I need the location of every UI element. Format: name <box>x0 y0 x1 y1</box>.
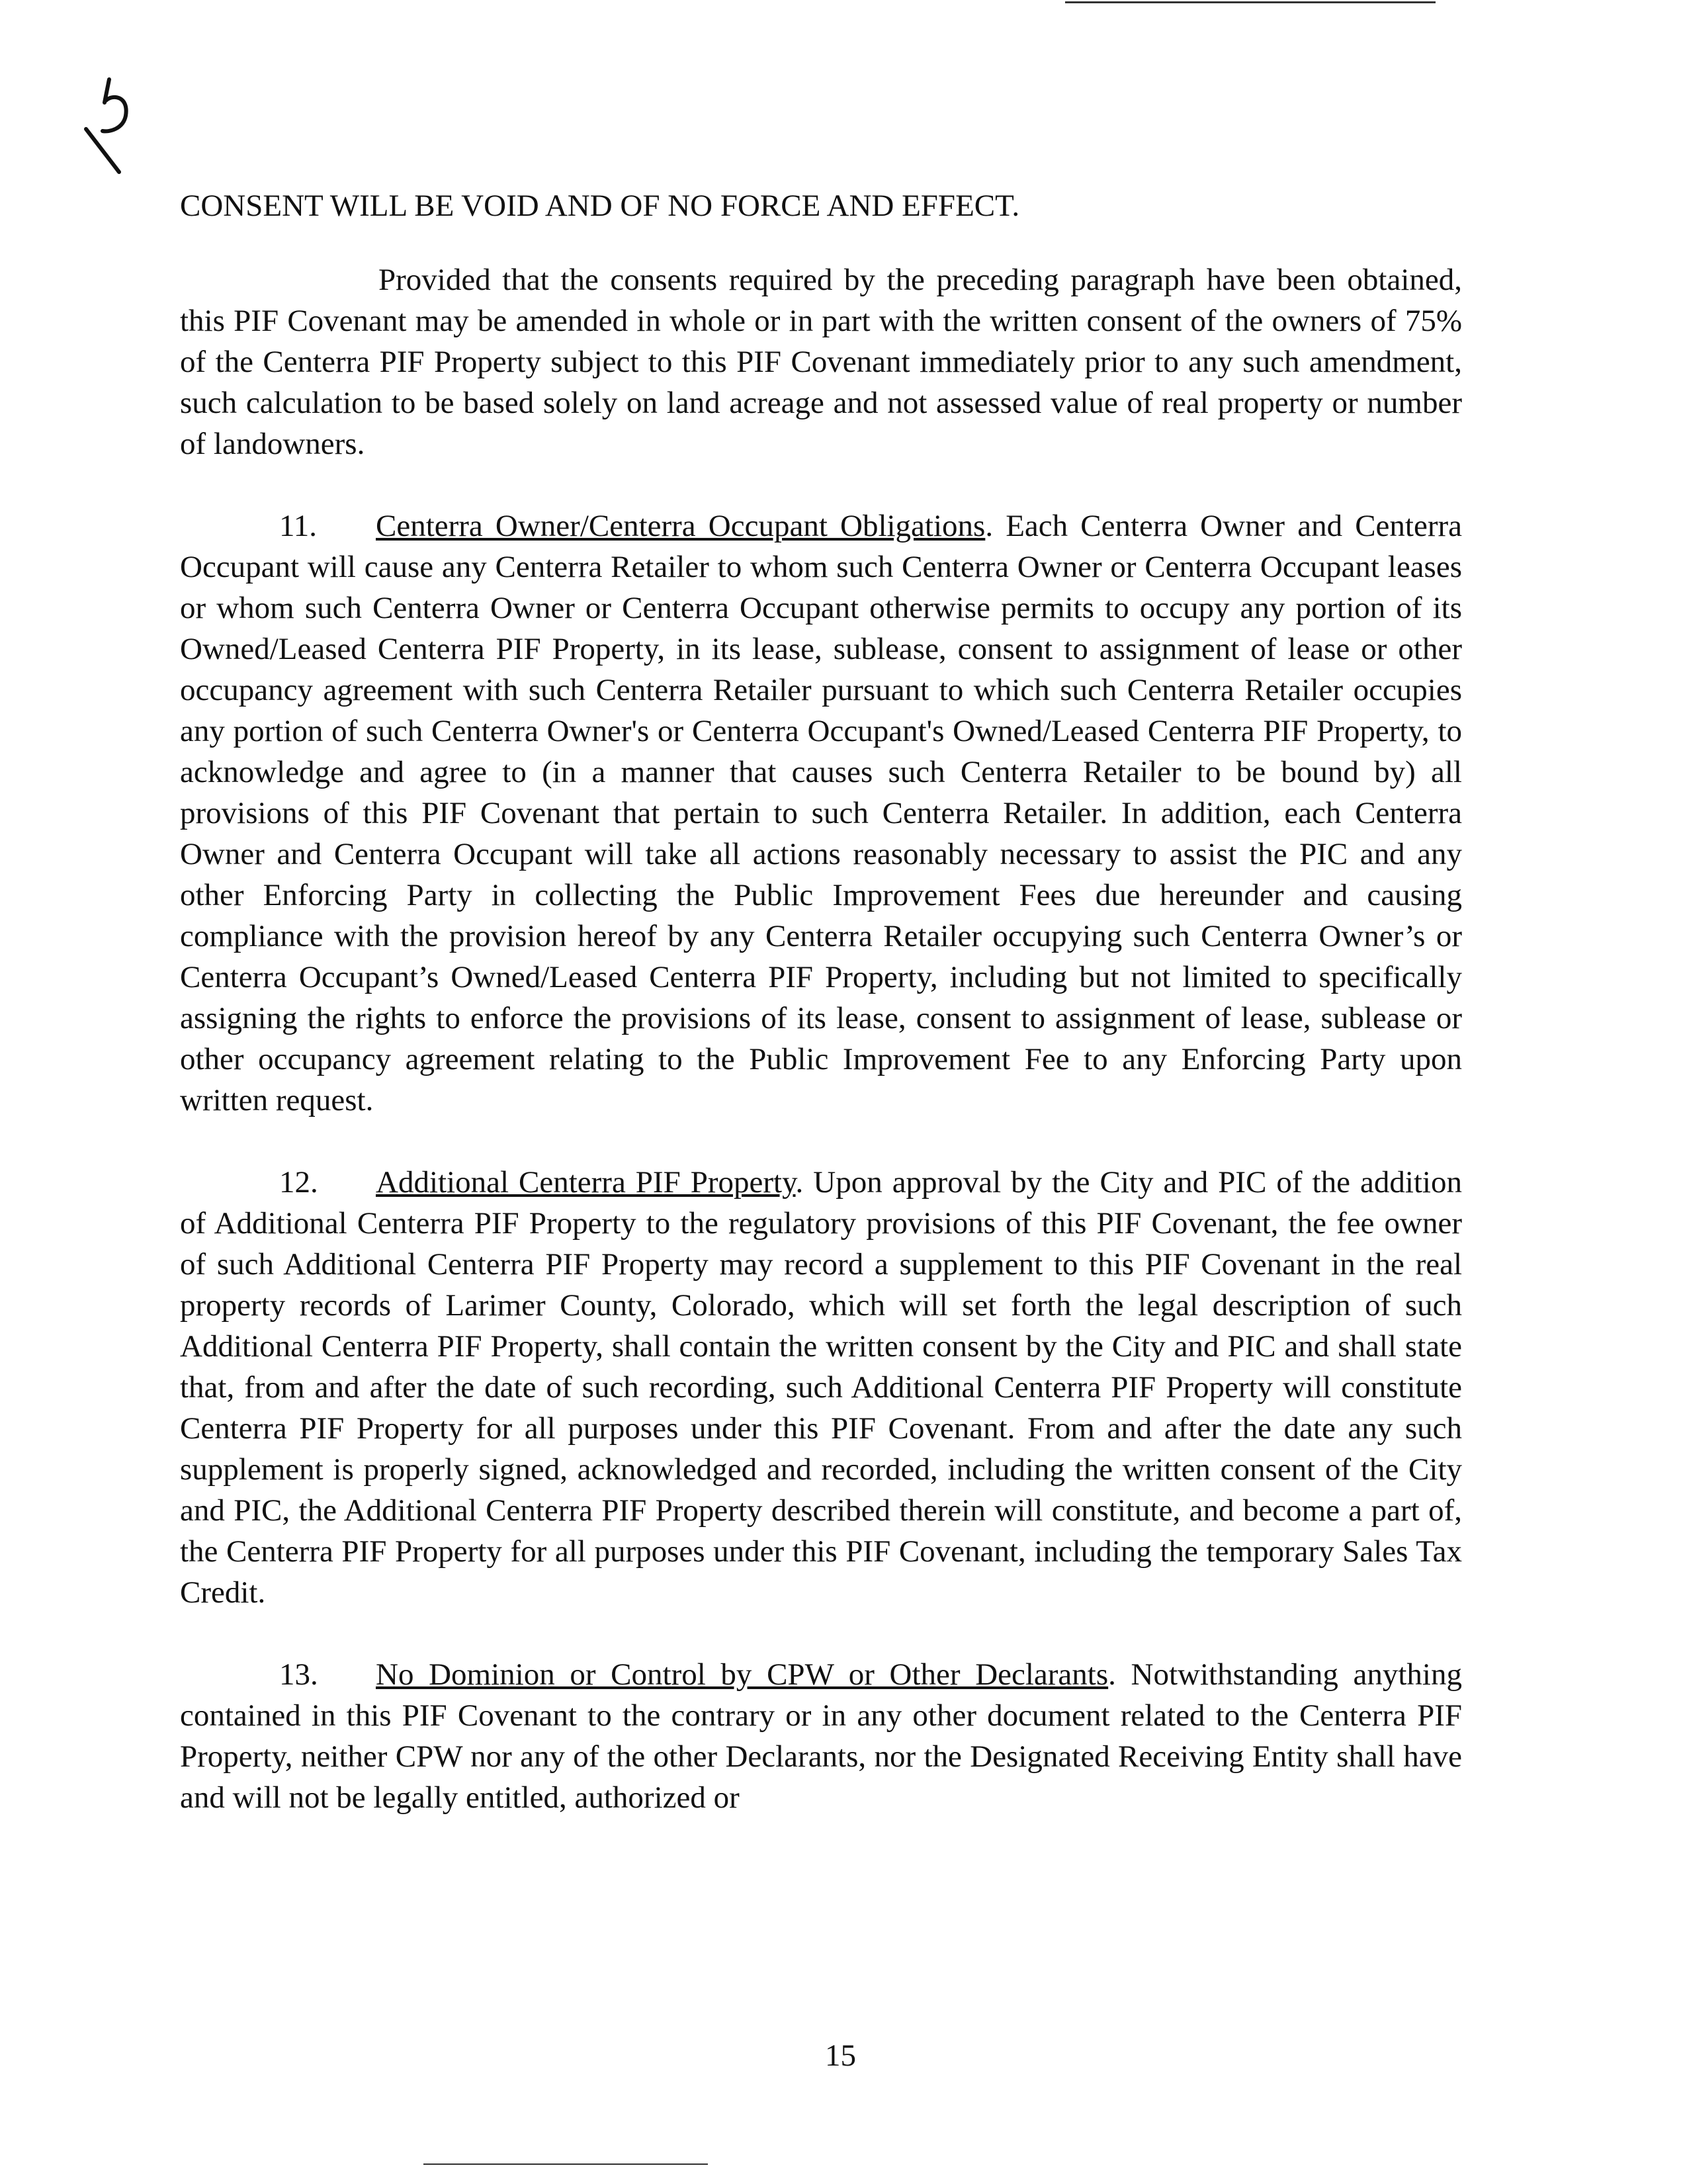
section-number: 13. <box>279 1657 318 1692</box>
section-heading: Additional Centerra PIF Property <box>376 1165 796 1200</box>
section-number: 12. <box>279 1165 318 1200</box>
section-heading: Centerra Owner/Centerra Occupant Obligations <box>376 509 986 543</box>
section-number: 11. <box>279 509 318 543</box>
scan-artifact-bottom <box>423 2163 708 2165</box>
document-page <box>180 185 1462 1859</box>
opening-line: CONSENT WILL BE VOID AND OF NO FORCE AND EFFECT. <box>180 189 1020 223</box>
section-12 <box>180 1162 1462 1613</box>
section-body: . Notwithstanding anything contained in this PIF Covenant to the contrary or in any other document related to the Centerra PIF Property, neither CPW nor any of the other Declarants, nor the Designated Receiving Entity shall have and will not be legally entitled, authorized or <box>180 1657 1462 1815</box>
section-body: . Each Centerra Owner and Centerra Occupant will cause any Centerra Retailer to whom such Centerra Owner or Centerra Occupant leases or whom such Centerra Owner or Centerra Occupant otherwise permits to occupy any portion of its Owned/Leased Centerra PIF Property, in its lease, sublease, consent to assignment of lease or other occupancy agreement with such Centerra Retailer pursuant to which such Centerra Retailer occupies any portion of such Centerra Owner's or Centerra Occupant's Owned/Leased Centerra PIF Property, to acknowledge and agree to (in a manner that causes such Centerra Retailer to be bound by) all provisions of this PIF Covenant that pertain to such Centerra Retailer. In addition, each Centerra Owner and Centerra Occupant will take all actions reasonably necessary to assist the PIC and any other Enforcing Party in collecting the Public Improvement Fees due hereunder and causing compliance with the provision hereof by any Centerra Retailer occupying such Centerra Owner’s or Centerra Occupant’s Owned/Leased Centerra PIF Property, including but not limited to specifically assigning the rights to enforce the provisions of its lease, consent to assignment of lease, sublease or other occupancy agreement relating to the Public Improvement Fee to any Enforcing Party upon written request. <box>180 509 1462 1117</box>
scan-artifact-top <box>1065 1 1436 3</box>
page-number: 15 <box>825 2038 856 2073</box>
section-body: . Upon approval by the City and PIC of the addition of Additional Centerra PIF Property to the regulatory provisions of this PIF Covenant, the fee owner of such Additional Centerra PIF Property may record a supplement to this PIF Covenant in the real property records of Larimer County, Colorado, which will set forth the legal description of such Additional Centerra PIF Property, shall contain the written consent by the City and PIC and shall state that, from and after the date of such recording, such Additional Centerra PIF Property will constitute Centerra PIF Property for all purposes under this PIF Covenant. From and after the date any such supplement is properly signed, acknowledged and recorded, including the written consent of the City and PIC, the Additional Centerra PIF Property described therein will constitute, and become a part of, the Centerra PIF Property for all purposes under this PIF Covenant, including the temporary Sales Tax Credit. <box>180 1165 1462 1610</box>
section-heading: No Dominion or Control by CPW or Other Declarants <box>376 1657 1109 1692</box>
handwritten-mark <box>73 66 152 185</box>
paragraph-amendment: Provided that the consents required by the preceding paragraph have been obtained, this PIF Covenant may be amended in whole or in part with the written consent of the owners of 75% of the Centerra PIF Property subject to this PIF Covenant immediately prior to any such amendment, such calculation to be based solely on land acreage and not assessed value of real property or number of landowners. <box>180 263 1462 461</box>
section-11 <box>180 505 1462 1121</box>
section-13 <box>180 1654 1462 1818</box>
